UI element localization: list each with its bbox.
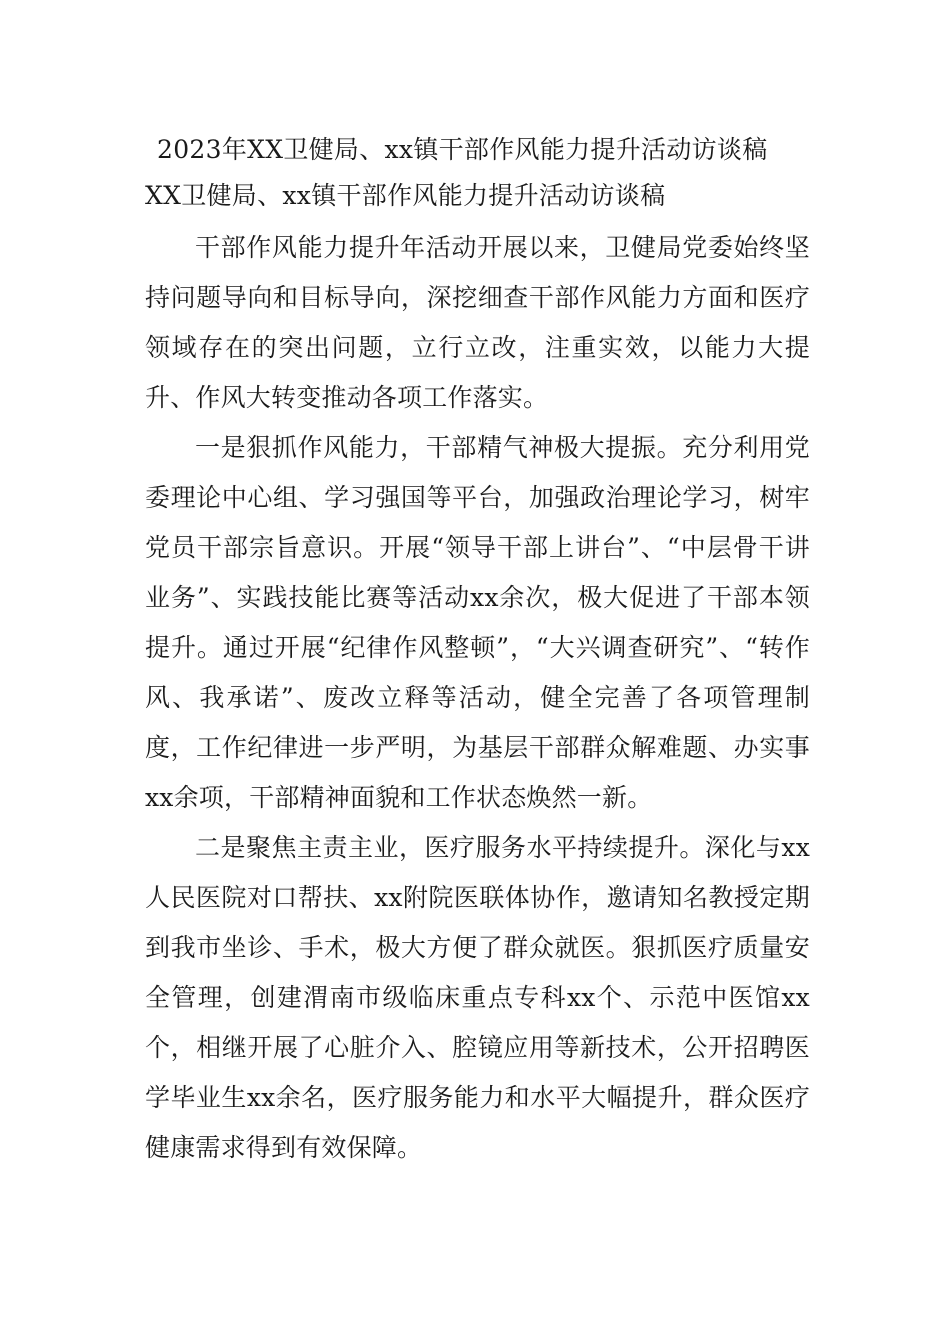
document-title: 2023年XX卫健局、xx镇干部作风能力提升活动访谈稿 (157, 135, 768, 164)
paragraph-work-style: 一是狠抓作风能力，干部精气神极大提振。充分利用党委理论中心组、学习强国等平台，加强政治理论学习，树牢党员干部宗旨意识。开展“领导干部上讲台”、“中层骨干讲业务”、实践技能比赛等活动xx余次，极大促进了干部本领提升。通过开展“纪律作风整顿”，“大兴调查研究”、“转作风、我承诺”、废改立释等活动，健全完善了各项管理制度，工作纪律进一步严明，为基层干部群众解难题、办实事xx余项，干部精神面貌和工作状态焕然一新。 (145, 433, 810, 812)
paragraph-intro: 干部作风能力提升年活动开展以来，卫健局党委始终坚持问题导向和目标导向，深挖细查干部作风能力方面和医疗领域存在的突出问题，立行立改，注重实效，以能力大提升、作风大转变推动各项工作落实。 (145, 233, 810, 412)
document-page (145, 127, 810, 1173)
paragraph-medical-service: 二是聚焦主责主业，医疗服务水平持续提升。深化与xx人民医院对口帮扶、xx附院医联体协作，邀请知名教授定期到我市坐诊、手术，极大方便了群众就医。狠抓医疗质量安全管理，创建渭南市级临床重点专科xx个、示范中医馆xx个，相继开展了心脏介入、腔镜应用等新技术，公开招聘医学毕业生xx余名，医疗服务能力和水平大幅提升，群众医疗健康需求得到有效保障。 (145, 833, 810, 1162)
document-subtitle: XX卫健局、xx镇干部作风能力提升活动访谈稿 (145, 181, 666, 210)
